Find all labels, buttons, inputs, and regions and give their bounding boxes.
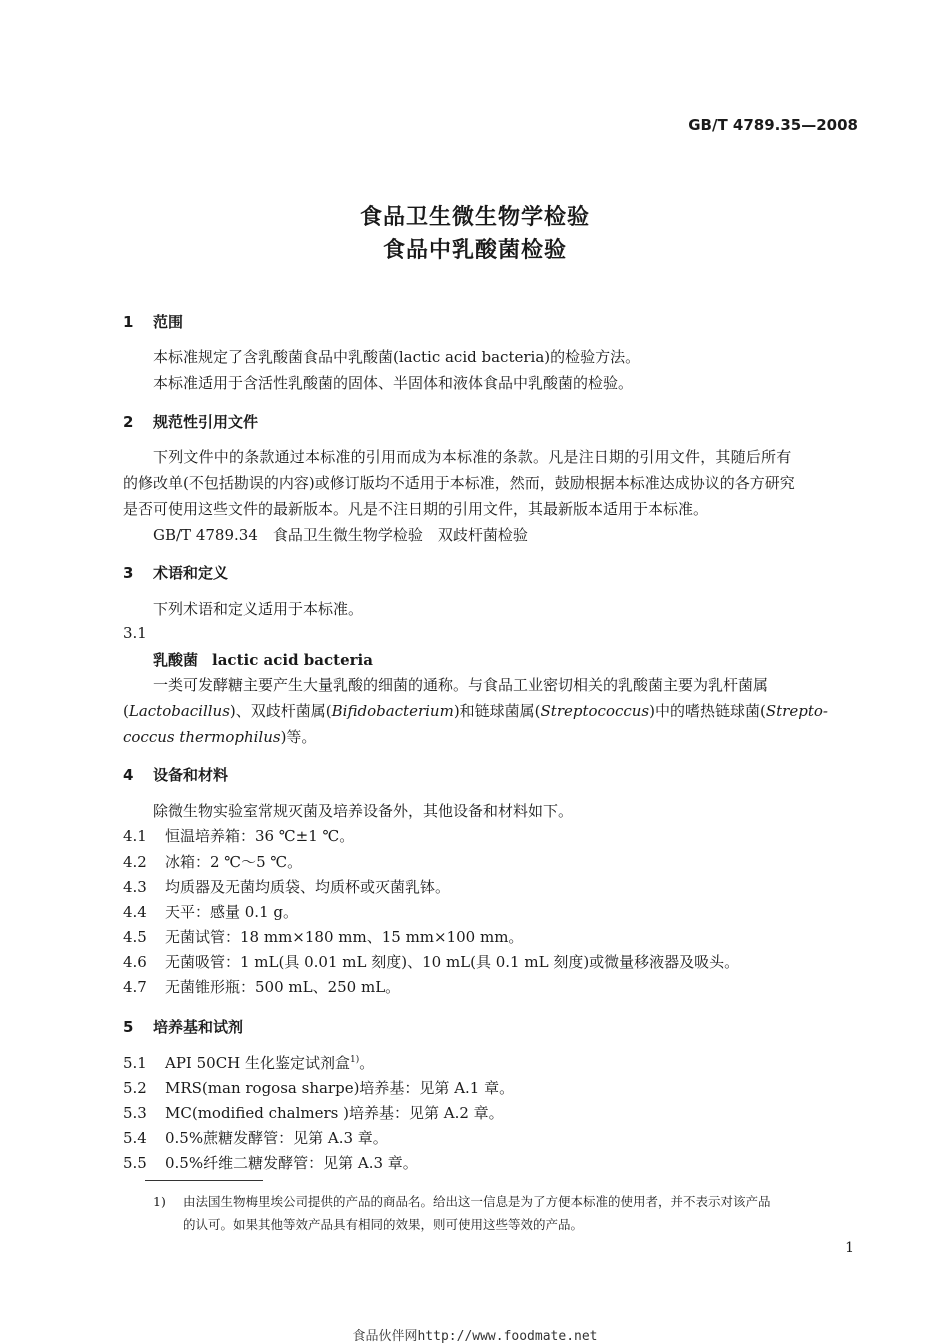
footnote [153, 1192, 771, 1210]
paragraph-line: 下列文件中的条款通过本标准的引用而成为本标准的条款。凡是注日期的引用文件，其随后所有 [153, 448, 792, 466]
definition-line: coccus thermophilus)等。 [123, 728, 317, 746]
footnote-text-continued: 的认可。如果其他等效产品具有相同的效果，则可使用这些等效的产品。 [183, 1217, 584, 1232]
document-title: 食品卫生微生物学检验 [359, 205, 590, 230]
normative-reference: GB/T 4789.34 食品卫生微生物学检验 双歧杆菌检验 [153, 526, 528, 544]
section-title: 规范性引用文件 [153, 413, 259, 431]
term-chinese: 乳酸菌 [153, 651, 199, 669]
paragraph: 本标准规定了含乳酸菌食品中乳酸菌(lactic acid bacteria)的检验方法。 [153, 348, 641, 366]
list-item: 5.3 MC(modified chalmers )培养基：见第 A.2 章。 [123, 1104, 504, 1122]
term-english: lactic acid bacteria [212, 651, 373, 669]
definition-line: 一类可发酵糖主要产生大量乳酸的细菌的通称。与食品工业密切相关的乳酸菌主要为乳杆菌属 [153, 676, 769, 694]
list-item: 4.4 天平：感量 0.1 g。 [123, 903, 298, 921]
section-number: 1 [123, 313, 134, 331]
list-item: 5.2 MRS(man rogosa sharpe)培养基：见第 A.1 章。 [123, 1079, 515, 1097]
section-title: 术语和定义 [153, 564, 229, 582]
section-2-heading [123, 411, 258, 432]
document-subtitle: 食品中乳酸菌检验 [382, 238, 567, 263]
definition-line: (Lactobacillus)、双歧杆菌属(Bifidobacterium)和链球菌属(Streptococcus)中的嗜热链球菌(Strepto- [123, 702, 828, 720]
list-item: 4.2 冰箱：2 ℃～5 ℃。 [123, 853, 303, 871]
list-item: 5.5 0.5%纤维二糖发酵管：见第 A.3 章。 [123, 1154, 418, 1172]
section-title: 范围 [153, 313, 184, 331]
section-5-heading [123, 1016, 243, 1037]
section-number: 5 [123, 1018, 134, 1036]
subclause-number: 3.1 [123, 624, 147, 642]
paragraph-line: 是否可使用这些文件的最新版本。凡是不注日期的引用文件，其最新版本适用于本标准。 [123, 500, 709, 518]
list-item: 4.5 无菌试管：18 mm×180 mm、15 mm×100 mm。 [123, 928, 524, 946]
paragraph: 除微生物实验室常规灭菌及培养设备外，其他设备和材料如下。 [153, 802, 574, 820]
footnote-separator [145, 1180, 263, 1181]
page-number: 1 [845, 1240, 854, 1256]
section-number: 4 [123, 766, 134, 784]
footnote-number: 1) [153, 1194, 166, 1209]
list-item: 4.3 均质器及无菌均质袋、均质杯或灭菌乳钵。 [123, 878, 451, 896]
list-item: 5.4 0.5%蔗糖发酵管：见第 A.3 章。 [123, 1129, 388, 1147]
list-item: 4.1 恒温培养箱：36 ℃±1 ℃。 [123, 827, 355, 845]
paragraph-line: 的修改单(不包括勘误的内容)或修订版均不适用于本标准，然而，鼓励根据本标准达成协议的各方研究 [123, 474, 795, 492]
section-number: 3 [123, 564, 134, 582]
section-3-heading [123, 562, 228, 583]
section-title: 设备和材料 [153, 766, 229, 784]
standard-number: GB/T 4789.35—2008 [688, 116, 858, 134]
list-item: 4.6 无菌吸管：1 mL(具 0.01 mL 刻度)、10 mL(具 0.1 mL 刻度)或微量移液器及吸头。 [123, 953, 740, 971]
list-item: 5.1 API 50CH 生化鉴定试剂盒$^{1)}$。 [123, 1054, 375, 1072]
paragraph: 下列术语和定义适用于本标准。 [153, 600, 364, 618]
section-1-heading [123, 311, 183, 332]
section-number: 2 [123, 413, 134, 431]
paragraph: 本标准适用于含活性乳酸菌的固体、半固体和液体食品中乳酸菌的检验。 [153, 374, 634, 392]
section-4-heading [123, 764, 228, 785]
footnote-ref: 1) [350, 1055, 360, 1065]
section-title: 培养基和试剂 [153, 1018, 244, 1036]
footnote-text: 由法国生物梅里埃公司提供的产品的商品名。给出这一信息是为了方便本标准的使用者，并不表示对该产品 [183, 1194, 771, 1209]
footer-watermark: 食品伙伴网http://www.foodmate.net [352, 1329, 598, 1344]
term-entry [153, 649, 373, 670]
list-item: 4.7 无菌锥形瓶：500 mL、250 mL。 [123, 978, 401, 996]
